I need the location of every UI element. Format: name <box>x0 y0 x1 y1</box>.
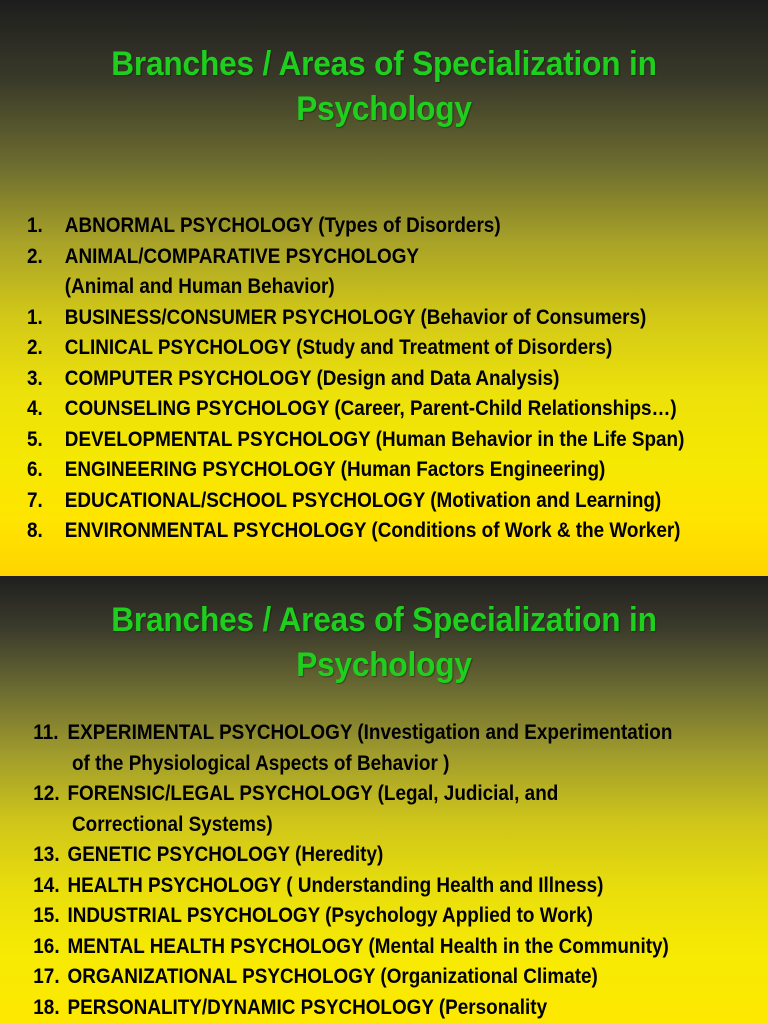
list-item-number: 17. <box>33 965 60 988</box>
list-item <box>0 871 691 902</box>
list-item <box>0 303 691 334</box>
list-item-text: INDUSTRIAL PSYCHOLOGY (Psychology Applied to Work) <box>67 904 593 927</box>
list-item-text: Correctional Systems) <box>72 812 273 836</box>
list-item-number: 14. <box>33 873 60 897</box>
list-item <box>0 993 691 1024</box>
list-item-text: FORENSIC/LEGAL PSYCHOLOGY (Legal, Judicial, and <box>67 782 559 805</box>
list-item-continuation <box>0 749 691 780</box>
list-item-text: ENVIRONMENTAL PSYCHOLOGY (Conditions of Work & the Worker) <box>64 519 681 542</box>
list-item-text: COMPUTER PSYCHOLOGY (Design and Data Analysis) <box>64 366 560 390</box>
list-item-number: 4. <box>27 397 43 420</box>
list-item <box>0 718 691 749</box>
list-item <box>0 840 691 871</box>
list-item <box>0 333 691 364</box>
list-item-number: 2. <box>27 244 43 268</box>
list-item-text: ANIMAL/COMPARATIVE PSYCHOLOGY <box>64 244 420 268</box>
list-item-number: 2. <box>27 336 43 359</box>
list-item-text: (Animal and Human Behavior) <box>64 275 335 298</box>
list-item-continuation <box>0 272 691 303</box>
list-item-number: 18. <box>33 995 60 1019</box>
list-item-number: 6. <box>27 458 43 481</box>
list-item-text: ABNORMAL PSYCHOLOGY (Types of Disorders) <box>64 214 501 237</box>
list-item <box>0 211 691 242</box>
list-item <box>0 364 691 395</box>
list-item-text: PERSONALITY/DYNAMIC PSYCHOLOGY (Personality <box>67 995 548 1019</box>
list-item-number: 15. <box>33 904 60 927</box>
list-item <box>0 779 691 810</box>
list-item-number: 13. <box>33 843 60 866</box>
list-item-number: 16. <box>33 934 60 958</box>
list-item <box>0 486 691 517</box>
list-item-text: CLINICAL PSYCHOLOGY (Study and Treatment of Disorders) <box>64 336 613 359</box>
slide-title <box>27 598 741 688</box>
slide-title-line-2: Psychology <box>296 90 472 128</box>
slide-title-line-1: Branches / Areas of Specialization in <box>111 601 657 639</box>
list-item-text: ENGINEERING PSYCHOLOGY (Human Factors Engineering) <box>64 458 606 481</box>
list-item-continuation <box>0 810 691 841</box>
slide-title-line-2: Psychology <box>296 646 472 684</box>
list-item-number: 8. <box>27 519 43 542</box>
list-item <box>0 901 691 932</box>
branches-list <box>0 211 768 547</box>
list-item-number: 7. <box>27 488 43 512</box>
list-item-text: EDUCATIONAL/SCHOOL PSYCHOLOGY (Motivation and Learning) <box>64 488 662 512</box>
list-item-text: COUNSELING PSYCHOLOGY (Career, Parent-Child Relationships…) <box>64 397 677 420</box>
list-item-number: 5. <box>27 427 43 451</box>
list-item <box>0 455 691 486</box>
slide-title <box>27 42 741 132</box>
list-item-number: 1. <box>27 214 43 237</box>
slide-title-line-1: Branches / Areas of Specialization in <box>111 45 657 83</box>
slide-2 <box>0 576 768 1024</box>
list-item-text: HEALTH PSYCHOLOGY ( Understanding Health and Illness) <box>67 873 604 897</box>
list-item-number: 11. <box>33 721 59 744</box>
list-item <box>0 516 691 547</box>
list-item <box>0 394 691 425</box>
list-item <box>0 932 691 963</box>
list-item-text: of the Physiological Aspects of Behavior ) <box>72 751 450 775</box>
list-item-text: ORGANIZATIONAL PSYCHOLOGY (Organizational Climate) <box>67 965 598 988</box>
branches-list <box>0 718 768 1023</box>
list-item-number: 12. <box>33 782 60 805</box>
list-item-text: DEVELOPMENTAL PSYCHOLOGY (Human Behavior in the Life Span) <box>64 427 685 451</box>
list-item-text: GENETIC PSYCHOLOGY (Heredity) <box>67 843 384 866</box>
list-item-text: BUSINESS/CONSUMER PSYCHOLOGY (Behavior of Consumers) <box>64 305 647 329</box>
list-item <box>0 242 691 273</box>
list-item <box>0 962 691 993</box>
list-item-text: MENTAL HEALTH PSYCHOLOGY (Mental Health in the Community) <box>67 934 669 958</box>
list-item-number: 1. <box>27 305 43 329</box>
list-item-number: 3. <box>27 366 43 390</box>
list-item <box>0 425 691 456</box>
list-item-text: EXPERIMENTAL PSYCHOLOGY (Investigation and Experimentation <box>67 721 673 744</box>
